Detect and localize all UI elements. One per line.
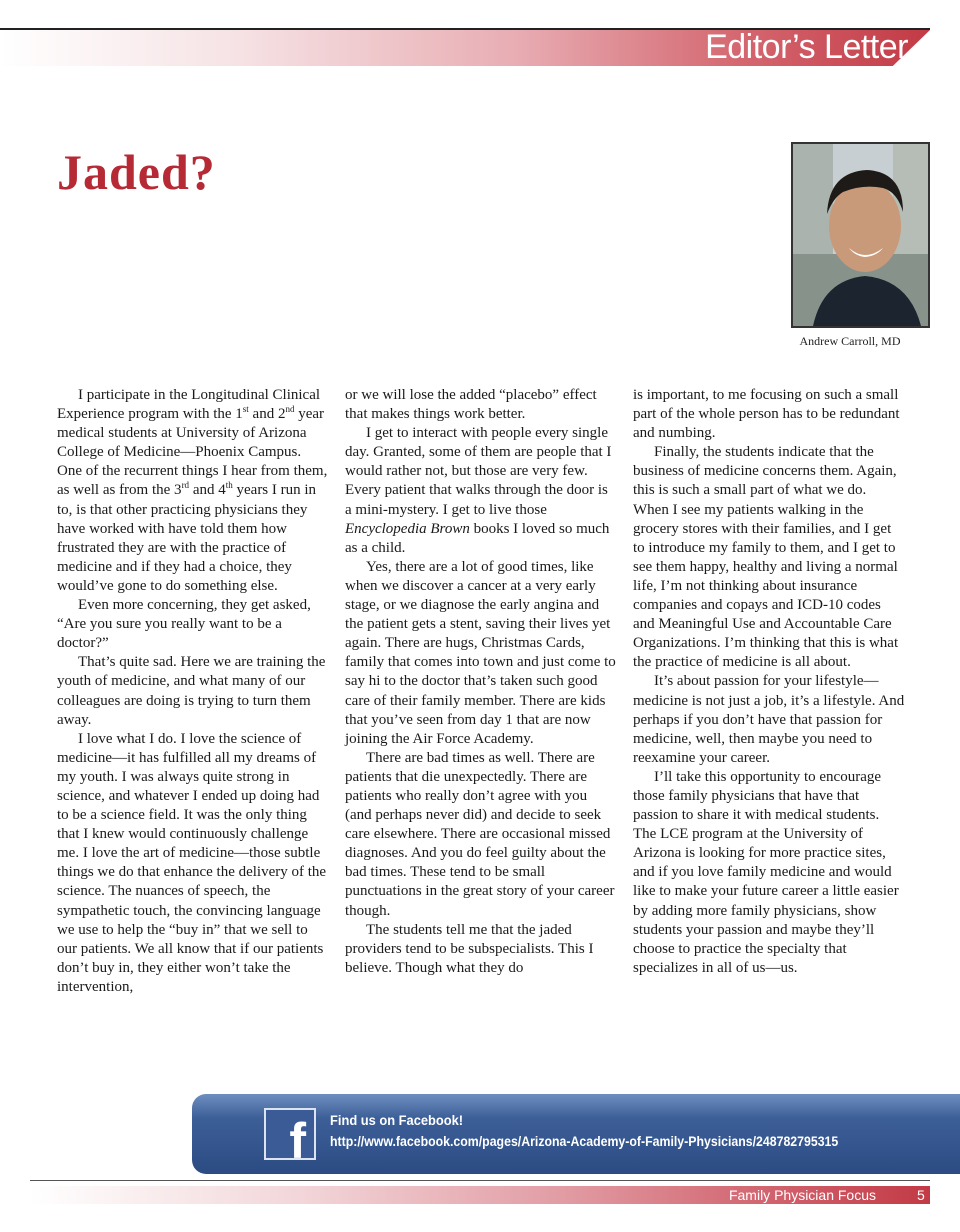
article-column-3 xyxy=(633,386,905,978)
footer-rule xyxy=(30,1180,930,1181)
article-column-1 xyxy=(57,386,329,997)
article-paragraph: The students tell me that the jaded providers tend to be subspecialists. This I believe. Though what they do xyxy=(345,921,594,976)
article-body xyxy=(0,386,960,1066)
article-paragraph: That’s quite sad. Here we are training the youth of medicine, and what many of our colleagues are doing is trying to turn them away. xyxy=(57,654,326,728)
article-paragraph: It’s about passion for your lifestyle—medicine is not just a job, it’s a lifestyle. And perhaps if you don’t have that passion for medicine, well, then maybe you need to reexamine your career. xyxy=(633,673,905,766)
facebook-title: Find us on Facebook! xyxy=(330,1112,464,1128)
author-photo xyxy=(791,142,930,328)
article-paragraph: I get to interact with people every single day. Granted, some of them are people that I would rather not, but those are very few. Every patient that walks through the door is a mini-mystery. I get to live those Encyclopedia Brown books I loved so much as a child. xyxy=(345,425,612,556)
section-title: Editor’s Letter xyxy=(705,28,908,66)
article-headline: Jaded? xyxy=(57,144,216,200)
photo-caption: Andrew Carroll, MD xyxy=(799,334,901,348)
footer-publication: Family Physician Focus xyxy=(728,1187,876,1203)
article-paragraph: Even more concerning, they get asked, “Are you sure you really want to be a doctor?” xyxy=(57,597,311,652)
article-paragraph: Yes, there are a lot of good times, like when we discover a cancer at a very early stage, or we diagnose the early angina and the patient gets a stent, saving their lives yet again. There are hugs, Christmas Cards, family that comes into town and just come to say hi to the doctor that’s taken such good care of their family member. There are kids that you’ve seen from day 1 that are now joining the Air Force Academy. xyxy=(345,558,616,747)
author-portrait-illustration xyxy=(793,144,928,326)
article-paragraph: I’ll take this opportunity to encourage those family physicians that have that passion to share it with medical students. The LCE program at the University of Arizona is looking for more practice sites, and if you love family medicine and would like to make your future career a little easier by adding more family physicians, show students your passion and maybe they’ll choose to practice the specialty that specializes in all of us—us. xyxy=(633,768,899,976)
page-number: 5 xyxy=(917,1187,925,1203)
article-paragraph: There are bad times as well. There are patients that die unexpectedly. There are patients who really don’t agree with you (and perhaps never did) and decide to seek care elsewhere. There are occasional missed diagnoses. And you do feel guilty about the bad times. These tend to be small punctuations in the great story of your career though. xyxy=(345,749,615,919)
facebook-icon[interactable]: f xyxy=(264,1108,316,1160)
article-paragraph: I participate in the Longitudinal Clinical Experience program with the 1st and 2nd year medical students at University of Arizona College of Medicine—Phoenix Campus. One of the recurrent things I hear from them, as well as from the 3rd and 4th years I run in to, is that other practicing physicians they have worked with have told them how frustrated they are with the practice of medicine and if they had a choice, they would’ve gone to do something else. xyxy=(57,387,328,594)
article-paragraph: or we will lose the added “placebo” effect that makes things work better. xyxy=(345,387,597,423)
article-paragraph: is important, to me focusing on such a small part of the whole person has to be redundant and numbing. xyxy=(633,387,900,442)
article-paragraph: Finally, the students indicate that the business of medicine concerns them. Again, this is such a small part of what we do. When I see my patients walking in the grocery stores with their families, and I get to introduce my family to them, and I get to see them happy, healthy and living a normal life, I’m not thinking about insurance companies and copays and ICD-10 codes and Meaningful Use and Accountable Care Organizations. I’m thinking that this is what the practice of medicine is all about. xyxy=(633,444,899,671)
article-column-2 xyxy=(345,386,617,978)
facebook-link[interactable]: http://www.facebook.com/pages/Arizona-Academy-of-Family-Physicians/248782795315 xyxy=(330,1133,839,1149)
article-paragraph: I love what I do. I love the science of medicine—it has fulfilled all my dreams of my youth. I was always quite strong in science, and whatever I ended up doing had to be a science field. It was the only thing that I knew would continuously challenge me. I love the art of medicine—those subtle things we do that enhance the delivery of the science. The nuances of speech, the sympathetic touch, the convincing language we use to help the “buy in” that we sell to our patients. We all know that if our patients don’t buy in, they either won’t take the intervention, xyxy=(57,730,327,995)
